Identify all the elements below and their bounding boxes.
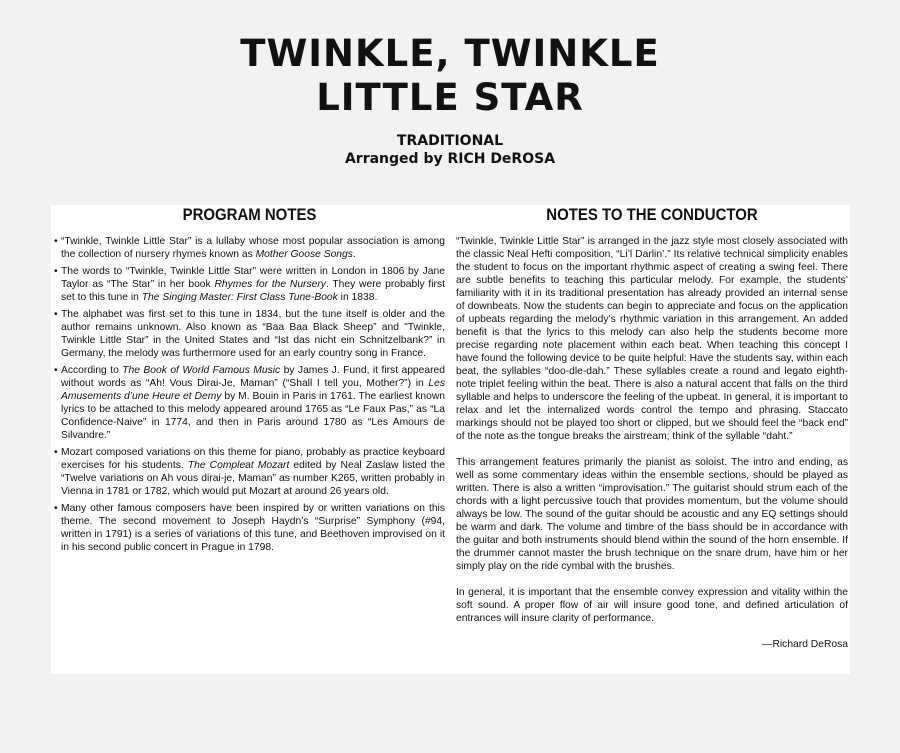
song-title-line-2: LITTLE STAR: [316, 76, 584, 119]
signature: —Richard DeRosa: [762, 639, 848, 650]
program-note-item: • “Twinkle, Twinkle Little Star” is a lullaby whose most popular association is among the collection of nursery rhymes known as Mother Goose Songs.: [54, 235, 445, 261]
song-title-line-1: TWINKLE, TWINKLE: [240, 32, 660, 75]
program-note-item: • According to The Book of World Famous Music by James J. Fund, it first appeared without words as “Ah! Vous Dirai-Je, Maman” (“Shall I tell you, Mother?”) in Les Amusements d’une Heure et Demy by M. Bouin in Paris in 1761. The earliest known lyrics to be attached to this melody appeared around 1765 as “Le Faux Pas,” as “La Confidence-Naive” in 1774, and then in Paris around 1780 as “Les Amours de Silvandre.”: [54, 364, 445, 442]
program-notes-list: [54, 235, 445, 554]
program-note-item: • The words to “Twinkle, Twinkle Little Star” were written in London in 1806 by Jane Taylor as “The Star” in her book Rhymes for the Nursery. They were probably first set to this tune in The Singing Master: First Class Tune-Book in 1838.: [54, 265, 445, 304]
credit-arranger: Arranged by RICH DeROSA: [344, 151, 556, 167]
program-note-item: • Mozart composed variations on this theme for piano, probably as practice keyboard exercises for his students. The Compleat Mozart edited by Neal Zaslaw listed the “Twelve variations on Ah vous dirai-je, Maman” as number K265, written probably in Vienna in 1781 or 1782, which would put Mozart at around 26 years old.: [54, 446, 445, 498]
notes-panel: [51, 205, 850, 674]
program-note-item: • Many other famous composers have been inspired by or written variations on this theme. The second movement to Joseph Haydn’s “Surprise” Symphony (#94, written in 1791) is a series of variations of this tune, and Beethoven improvised on it in his second public concert in Prague in 1798.: [54, 502, 445, 554]
program-note-item: • The alphabet was first set to this tune in 1834, but the tune itself is older and the author remains unknown. Also known as “Baa Baa Black Sheep” and "Twinkle, Twinkle Little Star” in the United States and “Ist das nicht ein Schnitzelbank?” in Germany, the melody was furthermore used for an early country song in France.: [54, 308, 445, 360]
conductor-notes-heading: NOTES TO THE CONDUCTOR: [546, 205, 758, 224]
song-title: [0, 32, 900, 120]
conductor-paragraph: “Twinkle, Twinkle Little Star” is arranged in the jazz style most closely associated with the classic Neal Hefti composition, “Li’l Darlin’.” Its relative technical simplicity enables the student to focus on the important rhythmic aspect of creating a swing feel. There are subtle benefits to teaching this particular melody. For example, the students’ familiarity with it in its traditional presentation has already provided an internal sense of downbeats. Now the students can begin to appreciate and focus on the application of upbeats regarding the melody’s rhythmic variation in this arrangement. An added benefit is that the lyrics to this melody can also help the students become more precise regarding note placement within each beat. When teaching this concept I have found the following device to be quite helpful: Have the students say, within each beat, the syllables “doo-dle-dah.” These syllables create a round and legato eighth-note triplet feeling within the beat. There is also a natural accent that falls on the third syllable and helps to underscore the feeling of the upbeat. In general, it is important to relax and let the internalized words control the tempo and phrasing. Staccato markings should not be played too short or clipped, but we should feel the “back end” of the note as the tongue breaks the airstream; think of the syllable “daht.”: [456, 236, 848, 442]
credits: [0, 132, 900, 168]
credit-traditional: TRADITIONAL: [396, 133, 504, 149]
conductor-notes-column: [456, 205, 848, 651]
conductor-paragraph: In general, it is important that the ensemble convey expression and vitality within the soft sound. A proper flow of air will insure good tone, and defined articulation of entrances will insure clarity of performance.: [456, 587, 848, 624]
program-notes-heading: PROGRAM NOTES: [182, 205, 317, 224]
conductor-notes-body: [456, 235, 848, 651]
conductor-paragraph: This arrangement features primarily the pianist as soloist. The intro and ending, as well as some commentary ideas within the ensemble sections, should be played as written. There is also a written “improvisation.” The guitarist should strum each of the chords with a light percussive touch that provides momentum, but the volume should always be low. The sound of the guitar should be acoustic and any EQ settings should be warm and dark. The volume and timbre of the bass should be in accordance with the guitar and both instruments should blend within the sound of the horn ensemble. If the drummer cannot master the brush technique on the snare drum, have him or her simply play on the ride cymbal with the brushes.: [456, 457, 848, 572]
program-notes-column: [54, 205, 445, 558]
